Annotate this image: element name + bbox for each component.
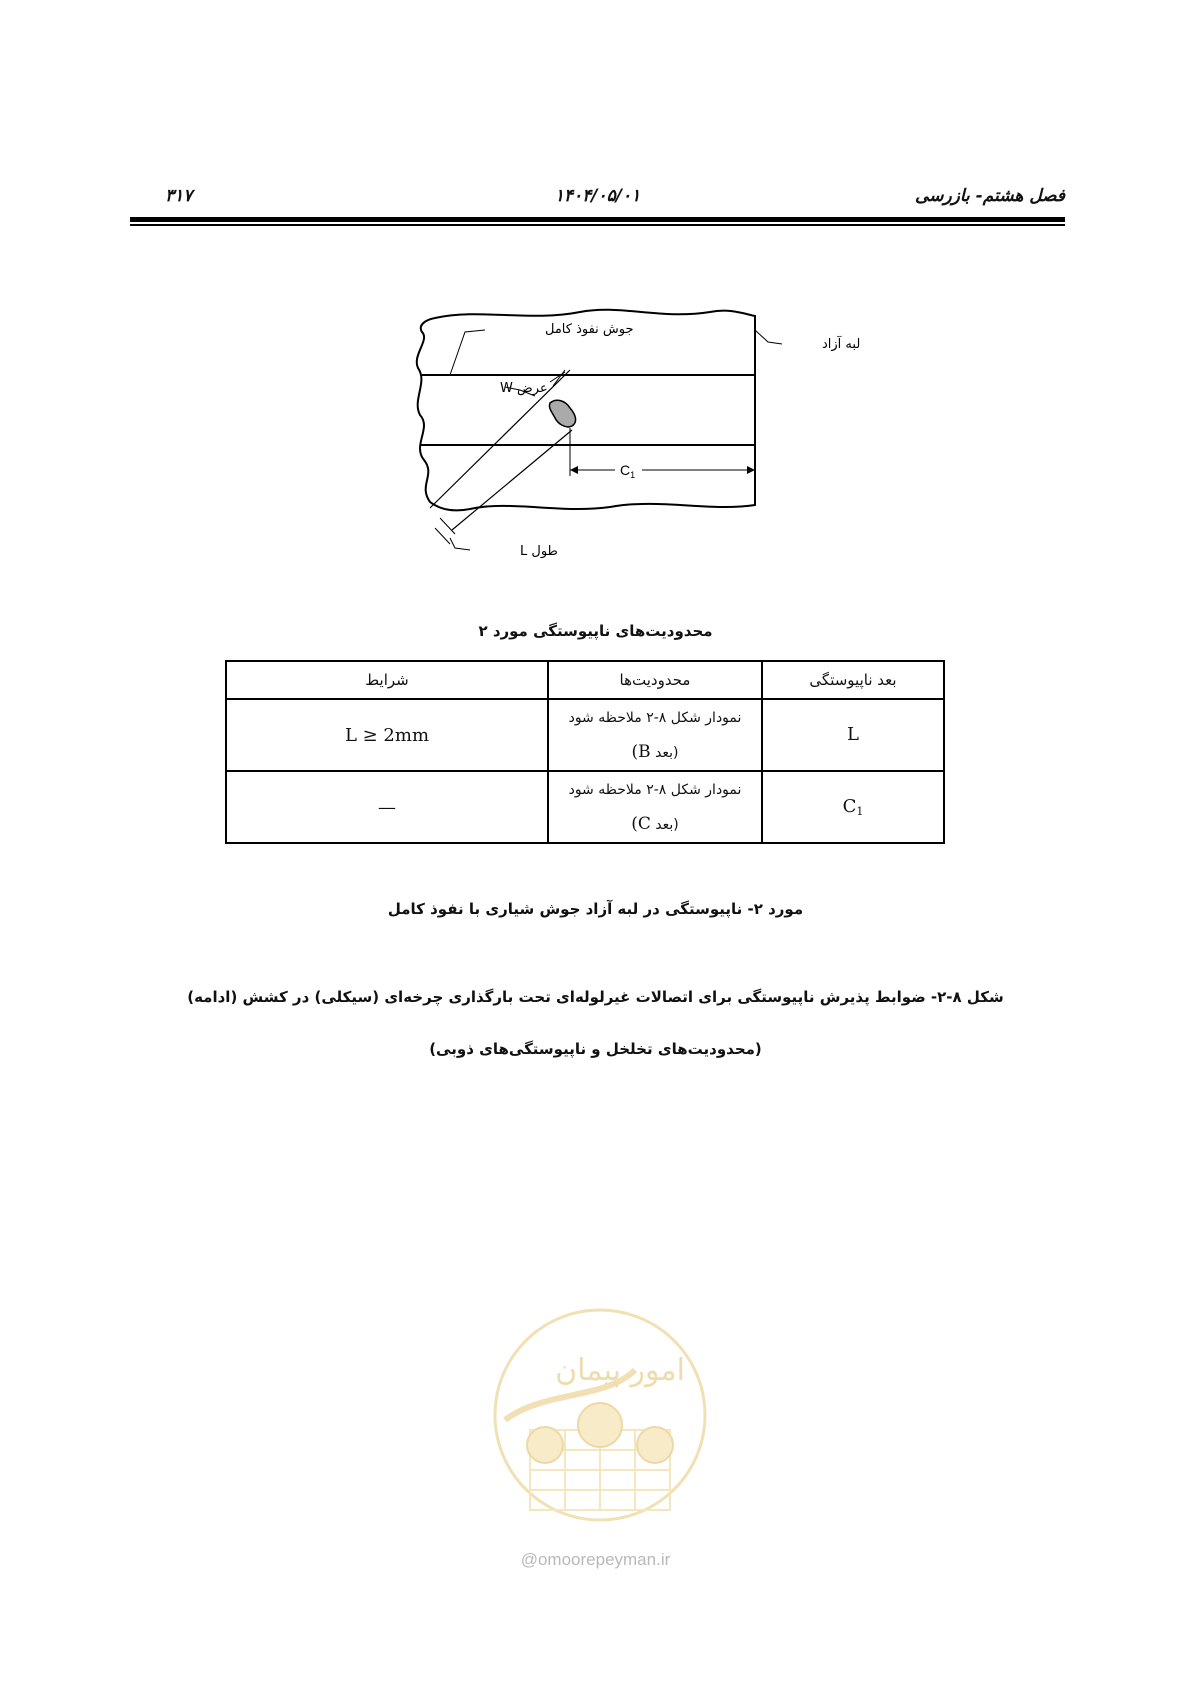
table-caption: محدودیت‌های ناپیوستگی مورد ۲ — [478, 622, 713, 640]
cell-dimension: L — [762, 699, 944, 771]
table-row — [226, 771, 944, 843]
page-number: ۳۱۷ — [165, 186, 193, 206]
c1-arrow-left — [570, 466, 578, 474]
label-length: طول L — [520, 544, 558, 559]
header-dimension: بعد ناپیوستگی — [762, 661, 944, 699]
label-free-edge: لبه آزاد — [822, 337, 861, 352]
limit-line-2: (بعد B) — [631, 741, 679, 762]
label-c1 — [620, 462, 635, 480]
weld-label-leader — [450, 330, 485, 375]
cell-dimension: $C_1$ — [762, 771, 944, 843]
header-rule-thick — [130, 217, 1065, 222]
header-conditions: شرایط — [226, 661, 548, 699]
header-date: ۱۴۰۴/۰۵/۰۱ — [554, 186, 641, 206]
header-limits: محدودیت‌ها — [548, 661, 762, 699]
chapter-title: فصل هشتم- بازرسی — [915, 186, 1065, 206]
discontinuity-shape — [549, 400, 575, 427]
width-arrow — [553, 370, 565, 386]
length-leader — [450, 538, 470, 550]
length-arrow-line — [440, 518, 455, 534]
watermark-logo-text: امور پیمان — [555, 1353, 685, 1388]
extension-line-1 — [435, 528, 450, 544]
limit-line-1: نمودار شکل ۸-۲ ملاحظه شود — [568, 781, 742, 798]
label-c1-sub: 1 — [630, 470, 636, 480]
figure-caption-line-2: (محدودیت‌های تخلخل و ناپیوستگی‌های ذوبی) — [429, 1040, 762, 1058]
cell-condition: L ≥ 2mm — [226, 699, 548, 771]
header-rule-thin — [130, 224, 1065, 226]
case-caption: مورد ۲- ناپیوستگی در لبه آزاد جوش شیاری با نفوذ کامل — [387, 900, 804, 918]
page-header — [130, 186, 1065, 210]
plate-outline — [417, 310, 755, 511]
discontinuity-limits-table — [225, 660, 945, 844]
limit-line-2: (بعد C) — [631, 813, 679, 834]
label-full-penetration-weld: جوش نفوذ کامل — [545, 322, 634, 337]
label-width: عرض W — [500, 381, 548, 396]
limit-line-1: نمودار شکل ۸-۲ ملاحظه شود — [568, 709, 742, 726]
table-header-row — [226, 661, 944, 699]
table-row — [226, 699, 944, 771]
cell-condition: — — [226, 771, 548, 843]
c1-arrow-right — [747, 466, 755, 474]
watermark-url: @omoorepeyman.ir — [520, 1550, 671, 1569]
cell-limits — [548, 771, 762, 843]
figure-caption-line-1: شکل ۸-۲- ضوابط پذیرش ناپیوستگی برای اتصالات غیرلوله‌ای تحت بارگذاری چرخه‌ای (سیکلی) در کشش (ادامه) — [187, 988, 1004, 1006]
free-edge-leader — [755, 330, 782, 344]
cell-limits — [548, 699, 762, 771]
label-c1-main: C — [620, 462, 631, 478]
weld-discontinuity-diagram — [410, 300, 861, 570]
